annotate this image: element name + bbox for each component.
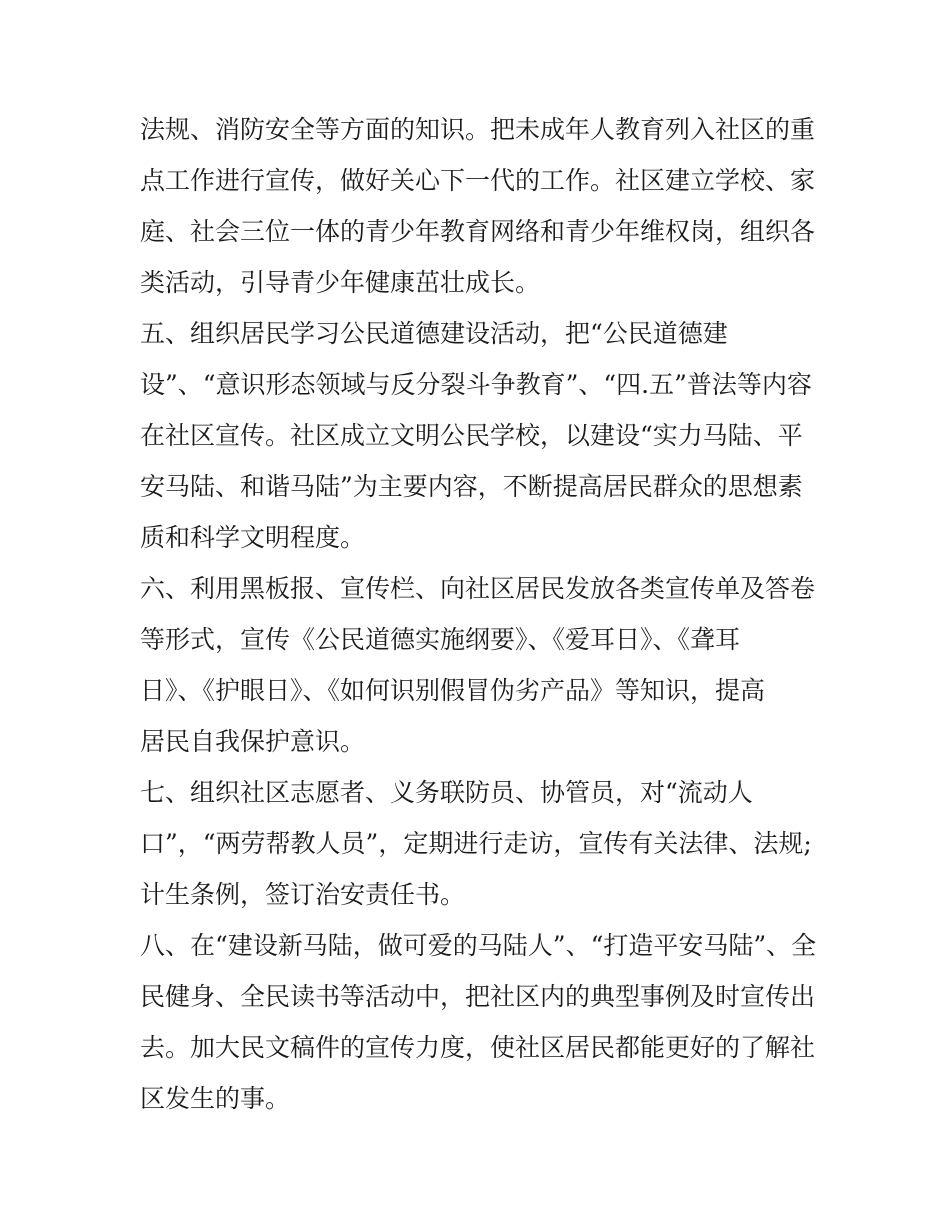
text-line: 六、利用黑板报、宣传栏、向社区居民发放各类宣传单及答卷 <box>140 574 816 603</box>
text-line: 类活动，引导青少年健康茁壮成长。 <box>140 268 541 297</box>
text-line: 庭、社会三位一体的青少年教育网络和青少年维权岗，组织各 <box>140 217 816 246</box>
text-line: 安马陆、和谐马陆”为主要内容，不断提高居民群众的思想素 <box>140 472 803 501</box>
text-line: 五、组织居民学习公民道德建设活动，把“公民道德建 <box>140 319 728 348</box>
text-line: 等形式，宣传《公民道德实施纲要》、《爱耳日》、《聋耳 <box>140 625 741 654</box>
document-body <box>140 104 820 1124</box>
text-line: 居民自我保护意识。 <box>140 727 366 756</box>
text-line: 设”、“意识形态领域与反分裂斗争教育”、“四.五”普法等内容 <box>140 370 812 399</box>
text-line: 口”，“两劳帮教人员”，定期进行走访，宣传有关法律、法规; <box>140 829 812 858</box>
text-line: 质和科学文明程度。 <box>140 523 366 552</box>
text-line: 八、在“建设新马陆，做可爱的马陆人”、“打造平安马陆”、全 <box>140 931 817 960</box>
text-line: 点工作进行宣传，做好关心下一代的工作。社区建立学校、家 <box>140 166 816 195</box>
text-line: 法规、消防安全等方面的知识。把未成年人教育列入社区的重 <box>140 115 816 144</box>
text-line: 去。加大民文稿件的宣传力度，使社区居民都能更好的了解社 <box>140 1033 816 1062</box>
text-line: 民健身、全民读书等活动中，把社区内的典型事例及时宣传出 <box>140 982 816 1011</box>
text-line: 区发生的事。 <box>140 1084 291 1113</box>
text-line: 日》、《护眼日》、《如何识别假冒伪劣产品》等知识，提高 <box>140 676 766 705</box>
text-line: 七、组织社区志愿者、义务联防员、协管员，对“流动人 <box>140 778 753 807</box>
text-line: 计生条例，签订治安责任书。 <box>140 880 466 909</box>
text-line: 在社区宣传。社区成立文明公民学校，以建设“实力马陆、平 <box>140 421 803 450</box>
